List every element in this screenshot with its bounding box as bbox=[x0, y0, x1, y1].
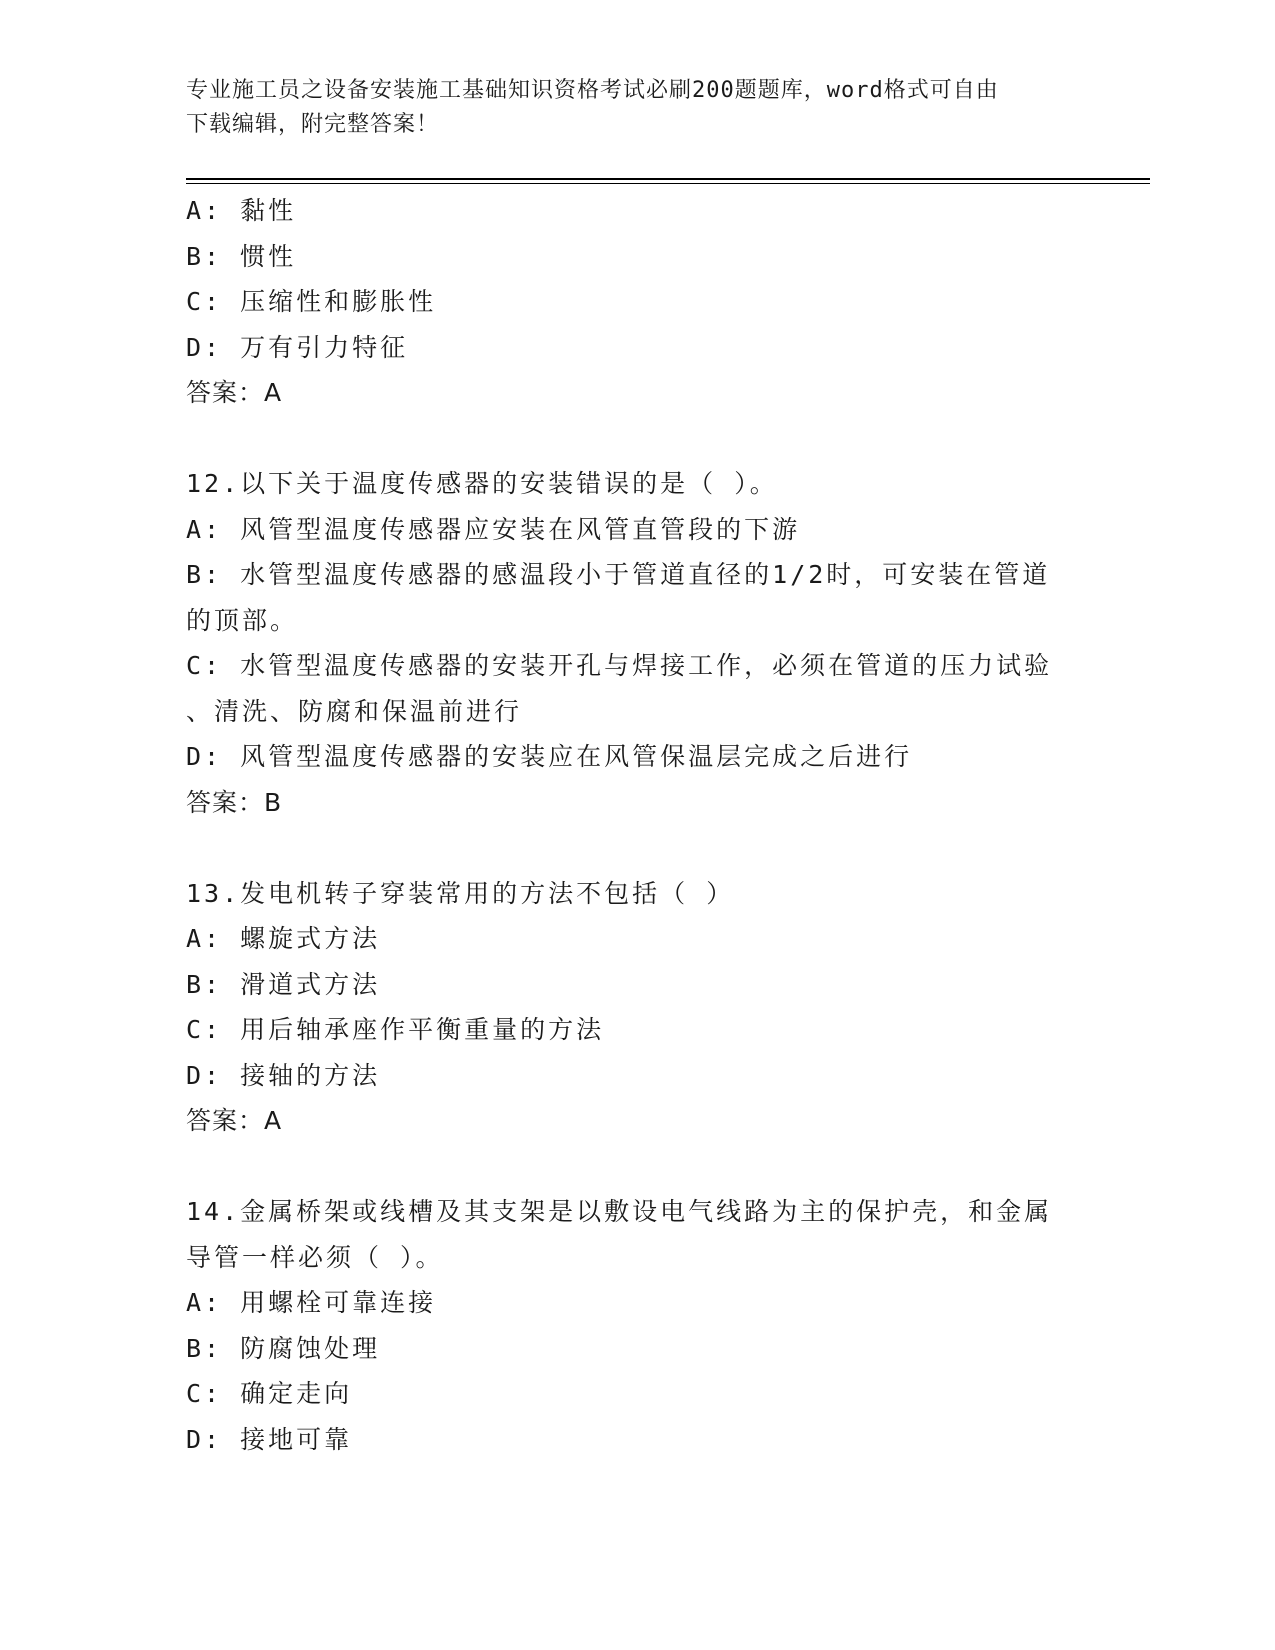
option-b: B: 滑道式方法 bbox=[186, 969, 381, 999]
header-line-2: 下载编辑，附完整答案！ bbox=[186, 112, 440, 137]
option-b-line-1: B: 水管型温度传感器的感温段小于管道直径的1/2时，可安装在管道 bbox=[186, 560, 1051, 589]
option-b: B: 防腐蚀处理 bbox=[186, 1333, 381, 1363]
question-spacer bbox=[186, 825, 1066, 871]
question-stem-line-2: 导管一样必须（ ）。 bbox=[186, 1242, 444, 1272]
question-14 bbox=[186, 1189, 1066, 1462]
question-stem: 12.以下关于温度传感器的安装错误的是（ ）。 bbox=[186, 469, 778, 498]
option-d: D: 接轴的方法 bbox=[186, 1060, 381, 1090]
question-11 bbox=[186, 188, 1066, 416]
option-c-line-1: C: 水管型温度传感器的安装开孔与焊接工作，必须在管道的压力试验 bbox=[186, 651, 1053, 680]
option-a: A: 用螺栓可靠连接 bbox=[186, 1288, 437, 1317]
document-header bbox=[186, 74, 1066, 142]
option-d: D: 风管型温度传感器的安装应在风管保温层完成之后进行 bbox=[186, 742, 913, 771]
question-13 bbox=[186, 871, 1066, 1144]
option-d: D: 万有引力特征 bbox=[186, 332, 409, 362]
option-c: C: 压缩性和膨胀性 bbox=[186, 287, 437, 316]
option-c: C: 确定走向 bbox=[186, 1379, 353, 1408]
question-spacer bbox=[186, 416, 1066, 462]
option-c: C: 用后轴承座作平衡重量的方法 bbox=[186, 1015, 605, 1044]
header-rule-thin bbox=[186, 183, 1150, 184]
option-a: A: 风管型温度传感器应安装在风管直管段的下游 bbox=[186, 514, 801, 544]
option-a: A: 黏性 bbox=[186, 196, 297, 225]
option-b: B: 惯性 bbox=[186, 241, 297, 271]
option-c-line-2: 、清洗、防腐和保温前进行 bbox=[186, 696, 523, 726]
question-spacer bbox=[186, 1144, 1066, 1190]
header-line-1: 专业施工员之设备安装施工基础知识资格考试必刷200题题库，word格式可自由 bbox=[186, 78, 999, 103]
question-12 bbox=[186, 461, 1066, 825]
option-d: D: 接地可靠 bbox=[186, 1424, 353, 1454]
question-stem-line-1: 14.金属桥架或线槽及其支架是以敷设电气线路为主的保护壳，和金属 bbox=[186, 1197, 1053, 1226]
option-b-line-2: 的顶部。 bbox=[186, 605, 299, 635]
question-list bbox=[186, 188, 1066, 1462]
answer-line: 答案：B bbox=[186, 787, 283, 817]
question-stem: 13.发电机转子穿装常用的方法不包括（ ） bbox=[186, 878, 735, 908]
header-rule-thick bbox=[186, 178, 1150, 180]
answer-line: 答案：A bbox=[186, 378, 283, 407]
option-a: A: 螺旋式方法 bbox=[186, 924, 381, 953]
answer-line: 答案：A bbox=[186, 1106, 283, 1135]
